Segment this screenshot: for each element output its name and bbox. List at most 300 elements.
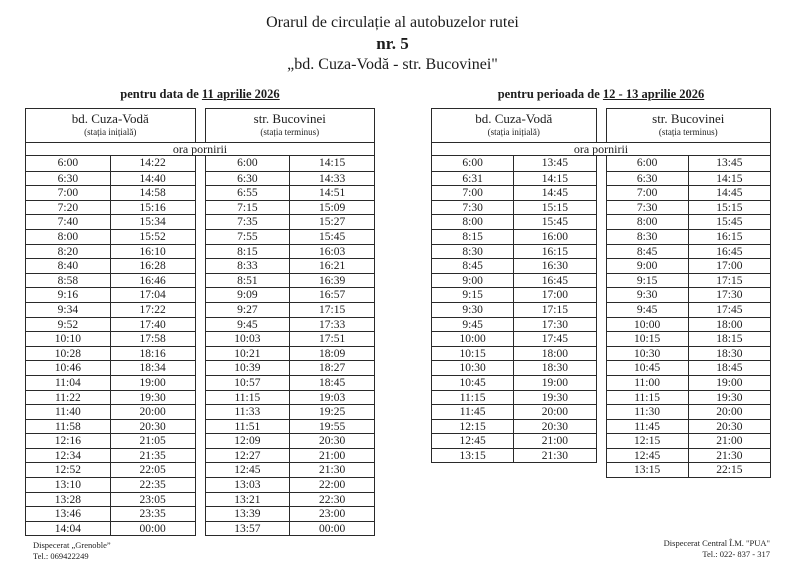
time-cell: 14:15 xyxy=(513,172,595,186)
time-cell: 13:46 xyxy=(54,508,81,521)
time-cell: 18:00 xyxy=(513,347,595,361)
time-cell: 8:15 xyxy=(237,245,258,258)
time-cell: 9:45 xyxy=(462,318,483,331)
time-cell: 21:30 xyxy=(688,449,770,463)
time-cell: 10:03 xyxy=(234,333,261,346)
station-type: (stația terminus) xyxy=(260,127,320,137)
time-cell: 18:16 xyxy=(110,347,195,361)
table-row xyxy=(432,419,596,434)
header-bucovinei xyxy=(606,108,772,143)
time-cell: 12:52 xyxy=(54,464,81,477)
cuza-voda-times xyxy=(431,155,597,463)
time-cell: 13:39 xyxy=(234,508,261,521)
time-cell: 18:45 xyxy=(688,361,770,375)
station-name: str. Bucovinei xyxy=(253,111,326,126)
time-cell: 8:33 xyxy=(237,260,258,273)
time-cell: 20:00 xyxy=(688,405,770,419)
table-row xyxy=(432,185,596,200)
time-cell: 13:10 xyxy=(54,479,81,492)
time-cell: 19:00 xyxy=(110,376,195,390)
table-row xyxy=(432,346,596,361)
time-cell: 8:58 xyxy=(57,274,79,287)
header-cuza-voda xyxy=(25,108,196,143)
table-row xyxy=(206,287,375,302)
route-name: „bd. Cuza-Vodă - str. Bucovinei" xyxy=(287,56,498,73)
time-cell: 11:15 xyxy=(459,391,486,404)
time-cell: 14:15 xyxy=(688,172,770,186)
table-row xyxy=(206,302,375,317)
time-cell: 12:15 xyxy=(634,435,661,448)
document-title-line1: Orarul de circulație al autobuzelor rutei xyxy=(266,14,519,31)
dispatcher-name: Dispecerat „Grenoble” xyxy=(33,540,111,550)
time-cell: 7:15 xyxy=(237,201,258,214)
time-cell: 6:00 xyxy=(636,157,658,169)
route-number: nr. 5 xyxy=(376,34,409,53)
table-row xyxy=(607,258,771,273)
time-cell: 00:00 xyxy=(289,522,374,536)
time-cell: 17:15 xyxy=(513,303,595,317)
table-row xyxy=(206,506,375,521)
time-cell: 22:30 xyxy=(289,493,374,507)
time-cell: 9:15 xyxy=(462,289,483,302)
table-row xyxy=(206,156,375,171)
time-cell: 17:45 xyxy=(513,332,595,346)
table-row xyxy=(26,360,195,375)
time-cell: 17:45 xyxy=(688,303,770,317)
time-cell: 19:00 xyxy=(688,376,770,390)
table-row xyxy=(607,433,771,448)
time-cell: 6:30 xyxy=(237,172,258,185)
subtitle-prefix: pentru data de xyxy=(120,87,202,101)
time-cell: 21:00 xyxy=(513,434,595,448)
table-row xyxy=(26,448,195,463)
time-cell: 9:09 xyxy=(237,289,258,302)
time-cell: 22:00 xyxy=(289,478,374,492)
table-row xyxy=(26,506,195,521)
table-row xyxy=(432,244,596,259)
time-cell: 18:30 xyxy=(688,347,770,361)
time-cell: 14:45 xyxy=(513,186,595,200)
time-cell: 7:35 xyxy=(237,216,258,229)
time-cell: 10:15 xyxy=(634,333,661,346)
time-cell: 19:03 xyxy=(289,391,374,405)
time-cell: 13:28 xyxy=(54,493,81,506)
time-cell: 17:30 xyxy=(513,318,595,332)
time-cell: 8:00 xyxy=(636,216,658,229)
table-body xyxy=(431,156,771,478)
time-cell: 21:00 xyxy=(289,449,374,463)
time-cell: 17:15 xyxy=(688,274,770,288)
table-row xyxy=(26,258,195,273)
bucovinei-times xyxy=(205,155,376,536)
time-cell: 13:45 xyxy=(688,156,770,171)
time-cell: 8:30 xyxy=(636,230,658,243)
subtitle-date: 11 aprilie 2026 xyxy=(201,87,280,101)
time-cell: 10:00 xyxy=(634,318,661,331)
departure-time-label: ora pornirii xyxy=(25,142,375,156)
station-name: bd. Cuza-Vodă xyxy=(71,111,149,126)
time-cell: 6:00 xyxy=(237,157,258,169)
time-cell: 8:20 xyxy=(57,245,79,258)
table-row xyxy=(607,244,771,259)
table-row xyxy=(607,302,771,317)
dispatcher-name: Dispecerat Central Î.M. "PUA" xyxy=(663,538,770,548)
time-cell: 6:55 xyxy=(237,187,258,200)
time-cell: 6:30 xyxy=(57,172,79,185)
time-cell: 10:00 xyxy=(459,333,486,346)
header-bucovinei xyxy=(205,108,376,143)
time-cell: 8:40 xyxy=(57,260,79,273)
table-row xyxy=(206,214,375,229)
time-cell: 12:34 xyxy=(54,449,81,462)
time-cell: 8:30 xyxy=(462,245,483,258)
table-row xyxy=(26,317,195,332)
table-row xyxy=(206,200,375,215)
table-row xyxy=(26,214,195,229)
time-cell: 16:45 xyxy=(513,274,595,288)
dispatcher-phone: Tel.: 022- 837 - 317 xyxy=(702,548,770,559)
time-cell: 19:30 xyxy=(110,391,195,405)
time-cell: 16:46 xyxy=(110,274,195,288)
table-row xyxy=(206,229,375,244)
time-cell: 13:21 xyxy=(234,493,261,506)
time-cell: 11:45 xyxy=(459,406,486,419)
table-row xyxy=(206,433,375,448)
time-cell: 18:45 xyxy=(289,376,374,390)
time-cell: 10:30 xyxy=(459,362,486,375)
time-cell: 11:00 xyxy=(634,376,661,389)
time-cell: 20:30 xyxy=(110,420,195,434)
time-cell: 11:04 xyxy=(54,376,81,389)
time-cell: 14:58 xyxy=(110,186,195,200)
schedule-table-12-13-aprilie xyxy=(431,75,771,536)
table-row xyxy=(26,390,195,405)
table-row xyxy=(206,521,375,536)
time-cell: 8:00 xyxy=(57,230,79,243)
time-cell: 10:45 xyxy=(634,362,661,375)
table-row xyxy=(432,331,596,346)
time-cell: 16:30 xyxy=(513,259,595,273)
time-cell: 13:15 xyxy=(634,464,661,477)
time-cell: 8:45 xyxy=(636,245,658,258)
table-row xyxy=(607,273,771,288)
time-cell: 14:15 xyxy=(289,156,374,171)
time-cell: 20:00 xyxy=(513,405,595,419)
table-row xyxy=(206,492,375,507)
time-cell: 10:10 xyxy=(54,333,81,346)
table-row xyxy=(607,462,771,477)
time-cell: 12:09 xyxy=(234,435,261,448)
time-cell: 15:15 xyxy=(688,201,770,215)
time-cell: 13:57 xyxy=(234,522,261,535)
time-cell: 17:00 xyxy=(688,259,770,273)
table-row xyxy=(206,448,375,463)
time-cell: 16:03 xyxy=(289,245,374,259)
table-row xyxy=(26,462,195,477)
table-row xyxy=(26,477,195,492)
header-cuza-voda xyxy=(431,108,597,143)
table-row xyxy=(432,433,596,448)
subtitle-prefix: pentru perioada de xyxy=(497,87,603,101)
time-cell: 19:00 xyxy=(513,376,595,390)
time-cell: 13:15 xyxy=(459,449,486,462)
time-cell: 16:57 xyxy=(289,288,374,302)
station-type: (stația terminus) xyxy=(658,127,718,137)
time-cell: 10:46 xyxy=(54,362,81,375)
time-cell: 9:45 xyxy=(636,303,658,316)
time-cell: 7:00 xyxy=(462,187,483,200)
table-row xyxy=(607,317,771,332)
time-cell: 15:15 xyxy=(513,201,595,215)
table-row xyxy=(26,521,195,536)
time-cell: 10:30 xyxy=(634,347,661,360)
time-cell: 9:52 xyxy=(57,318,79,331)
time-cell: 11:22 xyxy=(54,391,81,404)
time-cell: 19:30 xyxy=(513,391,595,405)
time-cell: 11:15 xyxy=(234,391,261,404)
time-cell: 14:22 xyxy=(110,156,195,171)
table-row xyxy=(206,331,375,346)
table-row xyxy=(26,302,195,317)
time-cell: 12:15 xyxy=(459,420,486,433)
table-row xyxy=(26,185,195,200)
time-cell: 23:35 xyxy=(110,507,195,521)
table-row xyxy=(432,214,596,229)
time-cell: 22:15 xyxy=(688,463,770,477)
table-row xyxy=(26,419,195,434)
time-cell: 11:30 xyxy=(634,406,661,419)
table-row xyxy=(26,156,195,171)
time-cell: 10:45 xyxy=(459,376,486,389)
station-type: (stația inițială) xyxy=(487,127,540,137)
table-row xyxy=(206,360,375,375)
time-cell: 15:45 xyxy=(289,230,374,244)
time-cell: 20:30 xyxy=(688,420,770,434)
time-cell: 17:51 xyxy=(289,332,374,346)
time-cell: 17:04 xyxy=(110,288,195,302)
time-cell: 21:30 xyxy=(289,463,374,477)
schedule-table-11-aprilie xyxy=(25,75,375,536)
time-cell: 18:30 xyxy=(513,361,595,375)
table-subtitle xyxy=(25,87,375,102)
table-row xyxy=(206,375,375,390)
time-cell: 7:55 xyxy=(237,230,258,243)
table-row xyxy=(432,273,596,288)
time-cell: 13:45 xyxy=(513,156,595,171)
time-cell: 15:09 xyxy=(289,201,374,215)
station-name: bd. Cuza-Vodă xyxy=(475,111,553,126)
table-row xyxy=(26,244,195,259)
table-row xyxy=(206,346,375,361)
table-row xyxy=(432,229,596,244)
time-cell: 7:40 xyxy=(57,216,79,229)
table-row xyxy=(206,390,375,405)
time-cell: 20:00 xyxy=(110,405,195,419)
table-row xyxy=(26,273,195,288)
time-cell: 7:30 xyxy=(636,201,658,214)
time-cell: 16:15 xyxy=(688,230,770,244)
time-cell: 16:39 xyxy=(289,274,374,288)
tables-container xyxy=(0,75,785,536)
time-cell: 9:45 xyxy=(237,318,258,331)
table-row xyxy=(607,156,771,171)
time-cell: 19:55 xyxy=(289,420,374,434)
time-cell: 21:35 xyxy=(110,449,195,463)
time-cell: 23:00 xyxy=(289,507,374,521)
departure-time-label: ora pornirii xyxy=(431,142,771,156)
time-cell: 17:40 xyxy=(110,318,195,332)
table-row xyxy=(26,331,195,346)
table-row xyxy=(432,317,596,332)
time-cell: 14:33 xyxy=(289,172,374,186)
time-cell: 10:39 xyxy=(234,362,261,375)
table-row xyxy=(206,244,375,259)
table-row xyxy=(26,404,195,419)
time-cell: 16:00 xyxy=(513,230,595,244)
time-cell: 12:27 xyxy=(234,449,261,462)
table-row xyxy=(206,404,375,419)
time-cell: 11:33 xyxy=(234,406,261,419)
time-cell: 10:15 xyxy=(459,347,486,360)
time-cell: 14:04 xyxy=(54,522,81,535)
time-cell: 6:00 xyxy=(462,157,483,169)
time-cell: 17:15 xyxy=(289,303,374,317)
time-cell: 15:45 xyxy=(688,215,770,229)
table-row xyxy=(607,346,771,361)
table-row xyxy=(607,331,771,346)
table-row xyxy=(432,287,596,302)
time-cell: 16:15 xyxy=(513,245,595,259)
time-cell: 21:00 xyxy=(688,434,770,448)
time-cell: 19:30 xyxy=(688,391,770,405)
time-cell: 8:15 xyxy=(462,230,483,243)
table-row xyxy=(206,273,375,288)
time-cell: 15:34 xyxy=(110,215,195,229)
table-row xyxy=(607,419,771,434)
time-cell: 00:00 xyxy=(110,522,195,536)
time-cell: 8:51 xyxy=(237,274,258,287)
time-cell: 7:00 xyxy=(636,187,658,200)
table-row xyxy=(607,171,771,186)
table-row xyxy=(26,375,195,390)
time-cell: 10:28 xyxy=(54,347,81,360)
time-cell: 16:21 xyxy=(289,259,374,273)
time-cell: 22:05 xyxy=(110,463,195,477)
time-cell: 11:40 xyxy=(54,406,81,419)
table-row xyxy=(607,360,771,375)
table-row xyxy=(206,317,375,332)
time-cell: 19:25 xyxy=(289,405,374,419)
time-cell: 6:00 xyxy=(57,157,79,169)
table-row xyxy=(432,302,596,317)
time-cell: 14:45 xyxy=(688,186,770,200)
time-cell: 15:45 xyxy=(513,215,595,229)
time-cell: 7:00 xyxy=(57,187,79,200)
time-cell: 18:15 xyxy=(688,332,770,346)
time-cell: 21:05 xyxy=(110,434,195,448)
time-cell: 14:40 xyxy=(110,172,195,186)
time-cell: 9:27 xyxy=(237,303,258,316)
time-cell: 13:03 xyxy=(234,479,261,492)
time-cell: 8:00 xyxy=(462,216,483,229)
table-row xyxy=(432,404,596,419)
table-row xyxy=(432,200,596,215)
dispatcher-right xyxy=(664,538,770,559)
table-row xyxy=(607,214,771,229)
time-cell: 17:22 xyxy=(110,303,195,317)
time-cell: 20:30 xyxy=(289,434,374,448)
time-cell: 9:00 xyxy=(636,260,658,273)
bucovinei-times xyxy=(606,155,772,478)
table-row xyxy=(607,287,771,302)
time-cell: 6:30 xyxy=(636,172,658,185)
table-row xyxy=(206,462,375,477)
table-row xyxy=(206,419,375,434)
time-cell: 15:52 xyxy=(110,230,195,244)
time-cell: 17:58 xyxy=(110,332,195,346)
table-row xyxy=(432,448,596,463)
time-cell: 20:30 xyxy=(513,420,595,434)
table-row xyxy=(607,375,771,390)
column-headers xyxy=(25,108,375,143)
time-cell: 8:45 xyxy=(462,260,483,273)
table-row xyxy=(607,404,771,419)
time-cell: 11:58 xyxy=(54,420,81,433)
time-cell: 12:45 xyxy=(234,464,261,477)
time-cell: 9:00 xyxy=(462,274,483,287)
time-cell: 22:35 xyxy=(110,478,195,492)
time-cell: 18:34 xyxy=(110,361,195,375)
time-cell: 18:27 xyxy=(289,361,374,375)
dispatcher-phone: Tel.: 069422249 xyxy=(33,550,89,561)
time-cell: 21:30 xyxy=(513,449,595,463)
cuza-voda-times xyxy=(25,155,196,536)
time-cell: 18:09 xyxy=(289,347,374,361)
subtitle-date: 12 - 13 aprilie 2026 xyxy=(602,87,705,101)
table-row xyxy=(26,200,195,215)
table-row xyxy=(26,287,195,302)
table-row xyxy=(206,477,375,492)
time-cell: 9:30 xyxy=(462,303,483,316)
time-cell: 16:45 xyxy=(688,245,770,259)
station-type: (stația inițială) xyxy=(84,127,137,137)
table-row xyxy=(206,171,375,186)
time-cell: 12:45 xyxy=(459,435,486,448)
time-cell: 6:31 xyxy=(462,172,483,185)
time-cell: 11:15 xyxy=(634,391,661,404)
time-cell: 15:27 xyxy=(289,215,374,229)
time-cell: 7:20 xyxy=(57,201,79,214)
table-row xyxy=(432,375,596,390)
time-cell: 11:45 xyxy=(634,420,661,433)
station-name: str. Bucovinei xyxy=(652,111,725,126)
time-cell: 12:45 xyxy=(634,449,661,462)
time-cell: 9:30 xyxy=(636,289,658,302)
time-cell: 11:51 xyxy=(234,420,261,433)
table-row xyxy=(432,360,596,375)
time-cell: 18:00 xyxy=(688,318,770,332)
table-row xyxy=(26,171,195,186)
time-cell: 12:16 xyxy=(54,435,81,448)
table-row xyxy=(607,448,771,463)
time-cell: 9:34 xyxy=(57,303,79,316)
time-cell: 23:05 xyxy=(110,493,195,507)
table-row xyxy=(206,185,375,200)
table-row xyxy=(607,229,771,244)
time-cell: 7:30 xyxy=(462,201,483,214)
table-row xyxy=(432,156,596,171)
time-cell: 17:30 xyxy=(688,288,770,302)
